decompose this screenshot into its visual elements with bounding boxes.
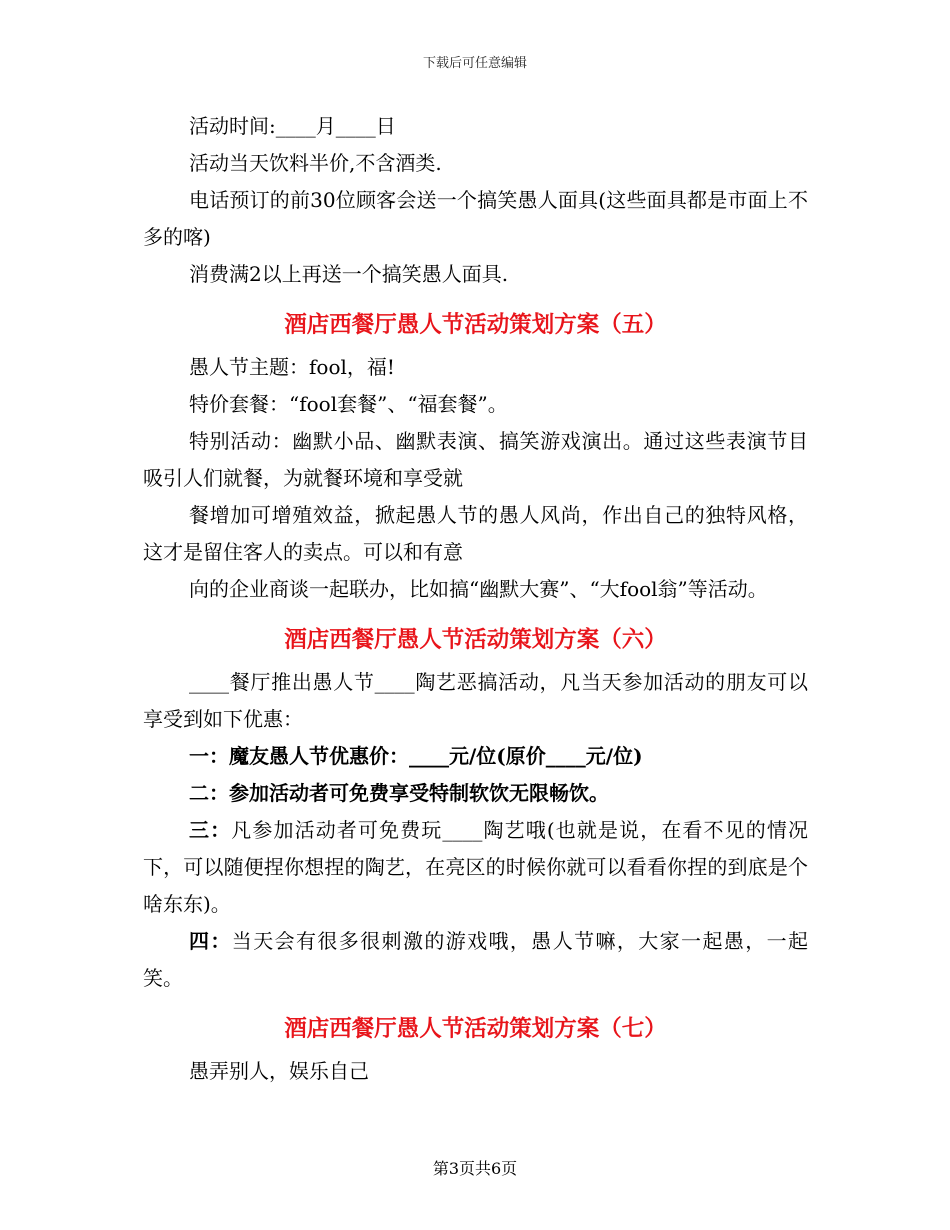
paragraph-special-activities-2: 餐增加可增殖效益，掀起愚人节的愚人风尚，作出自己的独特风格，这才是留住客人的卖点。可以和有意 [143,503,808,564]
paragraph-offer-4 [143,923,808,997]
paragraph-offer-3 [143,812,808,923]
paragraph-spend-gift: 消费满2以上再送一个搞笑愚人面具. [189,262,509,286]
paragraph-special-activities-1: 特别活动：幽默小品、幽默表演、搞笑游戏演出。通过这些表演节目吸引人们就餐，为就餐环境和享受就 [143,429,808,490]
offer-3-text: 凡参加活动者可免费玩____陶艺哦(也就是说，在看不见的情况下，可以随便捏你想捏的陶艺，在亮区的时候你就可以看看你捏的到底是个啥东东)。 [143,818,808,916]
page-header: 下载后可任意编辑 [422,56,527,71]
page-footer: 第3页共6页 [432,1159,518,1178]
paragraph-section7-slogan: 愚弄别人，娱乐自己 [189,1059,369,1083]
paragraph-theme: 愚人节主题：fool，福! [189,355,395,379]
offer-4-label: 四： [189,929,232,953]
paragraph-drinks-discount: 活动当天饮料半价,不含酒类. [189,151,442,175]
paragraph-special-activities-3: 向的企业商谈一起联办，比如搞“幽默大赛”、“大fool翁”等活动。 [189,577,768,601]
section-5-title: 酒店西餐厅愚人节活动策划方案（五） [284,312,667,338]
document-body [143,108,808,1090]
paragraph-set-meals: 特价套餐：“fool套餐”、“福套餐”。 [189,392,508,416]
offer-4-text: 当天会有很多很刺激的游戏哦，愚人节嘛，大家一起愚，一起笑。 [143,929,809,990]
paragraph-offer-1: 一：魔友愚人节优惠价：____元/位(原价____元/位) [189,744,643,768]
paragraph-phone-booking: 电话预订的前30位顾客会送一个搞笑愚人面具(这些面具都是市面上不多的喀) [143,188,808,249]
paragraph-section6-intro: ____餐厅推出愚人节____陶艺恶搞活动，凡当天参加活动的朋友可以享受到如下优惠： [143,670,808,731]
paragraph-activity-time: 活动时间:____月____日 [189,114,396,138]
offer-3-label: 三： [189,818,232,842]
section-6-title: 酒店西餐厅愚人节活动策划方案（六） [284,627,667,653]
paragraph-offer-2: 二：参加活动者可免费享受特制软饮无限畅饮。 [189,781,609,805]
section-7-title: 酒店西餐厅愚人节活动策划方案（七） [284,1016,667,1042]
